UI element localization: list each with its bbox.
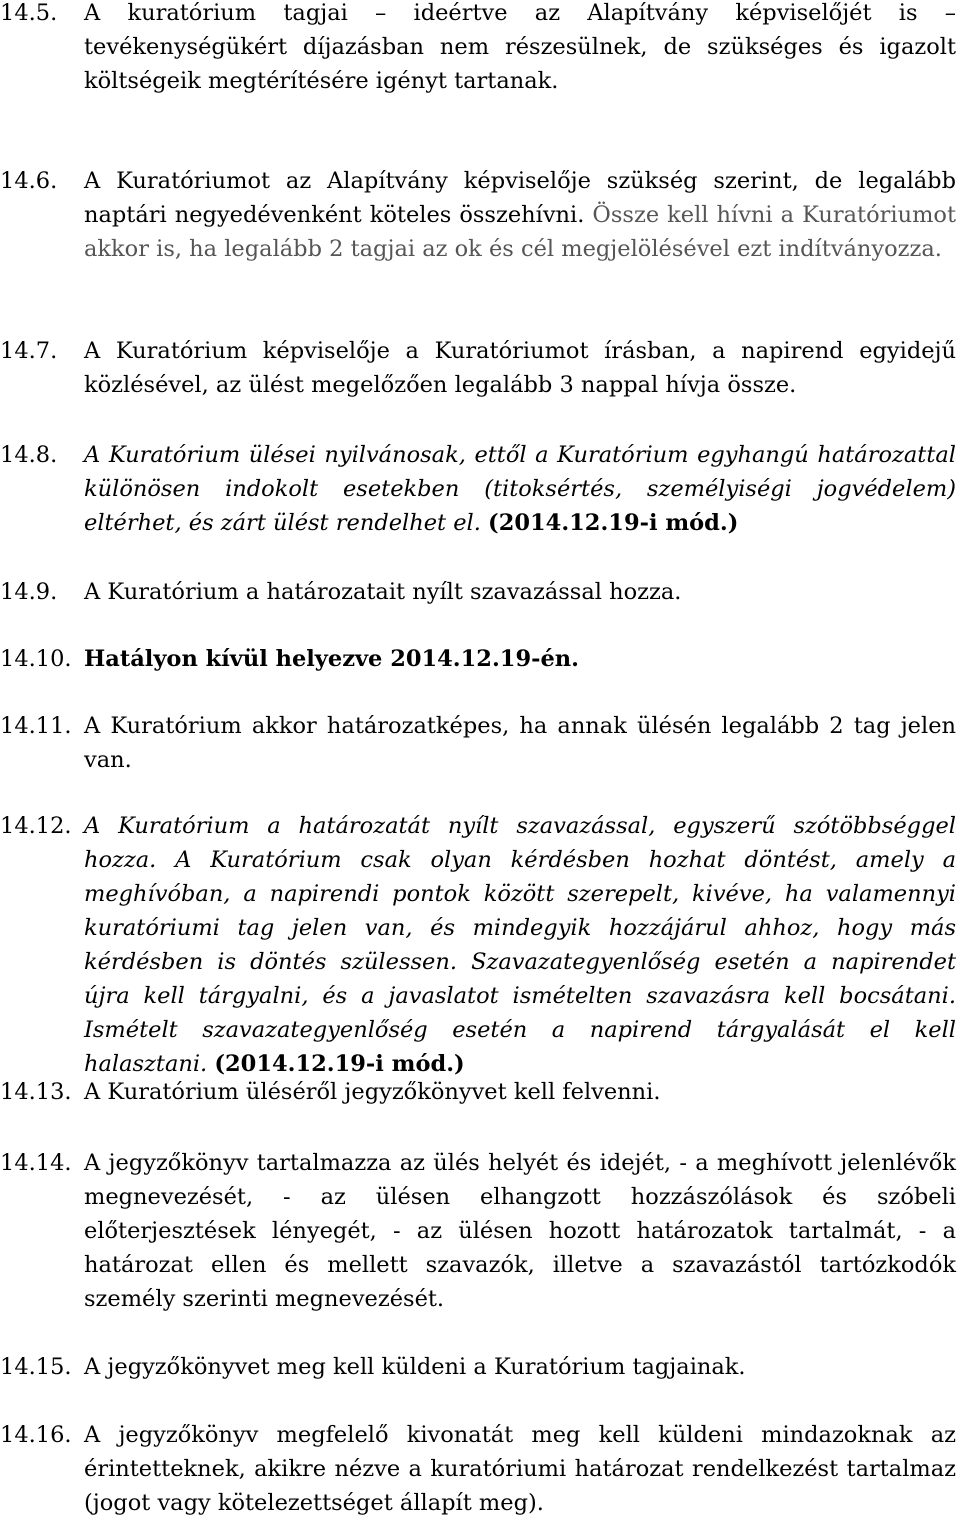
paragraph-text: A jegyzőkönyv megfelelő kivonatát meg kell küldeni mindazoknak az érintetteknek, akikre nézve a kuratóriumi határozat rendelkezést tartalmaz (jogot vagy kötelezettséget állapít meg). [84,1422,956,1516]
paragraph-text: A Kuratórium a határozatát nyílt szavazással, egyszerű szótöbbséggel hozza. A Kuratórium csak olyan kérdésben hozhat döntést, amely a meghívóban, a napirendi pontok között szerepelt, kivéve, ha valamennyi kuratóriumi tag jelen van, és mindegyik hozzájárul ahhoz, hogy más kérdésben is döntés szülessen. Szavazategyenlőség esetén a napirendet újra kell tárgyalni, és a javaslatot ismételten szavazásra kell bocsátani. Ismételt szavazategyenlőség esetén a napirend tárgyalását el kell halasztani. [84,813,956,1077]
paragraph-number: 14.5. [0,0,58,26]
paragraph-14-8 [0,438,956,540]
paragraph-text: A Kuratórium üléséről jegyzőkönyvet kell felvenni. [84,1079,661,1105]
paragraph-text: Hatályon kívül helyezve 2014.12.19-én. [84,646,579,672]
paragraph-14-9 [0,575,956,609]
paragraph-14-14 [0,1146,956,1316]
paragraph-text: A Kuratóriumot az Alapítvány képviselője szükség szerint, de legalább naptári negyedévenként köteles összehívni. [84,168,956,228]
paragraph-14-10 [0,642,956,676]
paragraph-text: A jegyzőkönyv tartalmazza az ülés helyét és idejét, - a meghívott jelenlévők megnevezését, - az ülésen elhangzott hozzászólások és szóbeli előterjesztések lényegét, - az ülésen hozott határozatok tartalmát, - a határozat ellen és mellett szavazók, illetve a szavazástól tartózkodók személy szerinti megnevezését. [84,1150,956,1312]
paragraph-text: A kuratórium tagjai – ideértve az Alapítvány képviselőjét is – tevékenységükért díjazásban nem részesülnek, de szükséges és igazolt költségeik megtérítésére igényt tartanak. [84,0,956,94]
paragraph-number: 14.9. [0,579,58,605]
paragraph-number: 14.14. [0,1150,72,1176]
paragraph-number: 14.11. [0,713,72,739]
paragraph-number: 14.13. [0,1079,72,1105]
paragraph-text: A Kuratórium a határozatait nyílt szavazással hozza. [84,579,682,605]
amendment-note: (2014.12.19-i mód.) [488,510,739,536]
paragraph-14-15 [0,1350,956,1384]
paragraph-number: 14.16. [0,1422,72,1448]
paragraph-text: A Kuratórium akkor határozatképes, ha annak ülésén legalább 2 tag jelen van. [84,713,956,773]
paragraph-number: 14.10. [0,646,72,672]
paragraph-14-16 [0,1418,956,1520]
paragraph-number: 14.6. [0,168,58,194]
paragraph-number: 14.12. [0,813,72,839]
paragraph-14-12 [0,809,956,1081]
paragraph-number: 14.8. [0,442,58,468]
paragraph-14-6 [0,164,956,266]
paragraph-text: A jegyzőkönyvet meg kell küldeni a Kuratórium tagjainak. [84,1354,746,1380]
amendment-note: (2014.12.19-i mód.) [214,1051,465,1077]
paragraph-text: A Kuratórium képviselője a Kuratóriumot írásban, a napirend egyidejű közlésével, az ülést megelőzően legalább 3 nappal hívja össze. [84,338,956,398]
paragraph-text-gray: Össze kell hívni a Kuratóriumot akkor is, ha legalább 2 tagjai az ok és cél megjelölésével ezt indítványozza. [84,202,957,262]
paragraph-14-11 [0,709,956,777]
paragraph-14-7 [0,334,956,402]
paragraph-text: A Kuratórium ülései nyilvánosak, ettől a Kuratórium egyhangú határozattal különösen indokolt esetekben (titoksértés, személyiségi jogvédelem) eltérhet, és zárt ülést rendelhet el. [84,442,956,536]
paragraph-14-13 [0,1075,956,1109]
paragraph-number: 14.15. [0,1354,72,1380]
paragraph-14-5 [0,0,956,98]
paragraph-number: 14.7. [0,338,58,364]
